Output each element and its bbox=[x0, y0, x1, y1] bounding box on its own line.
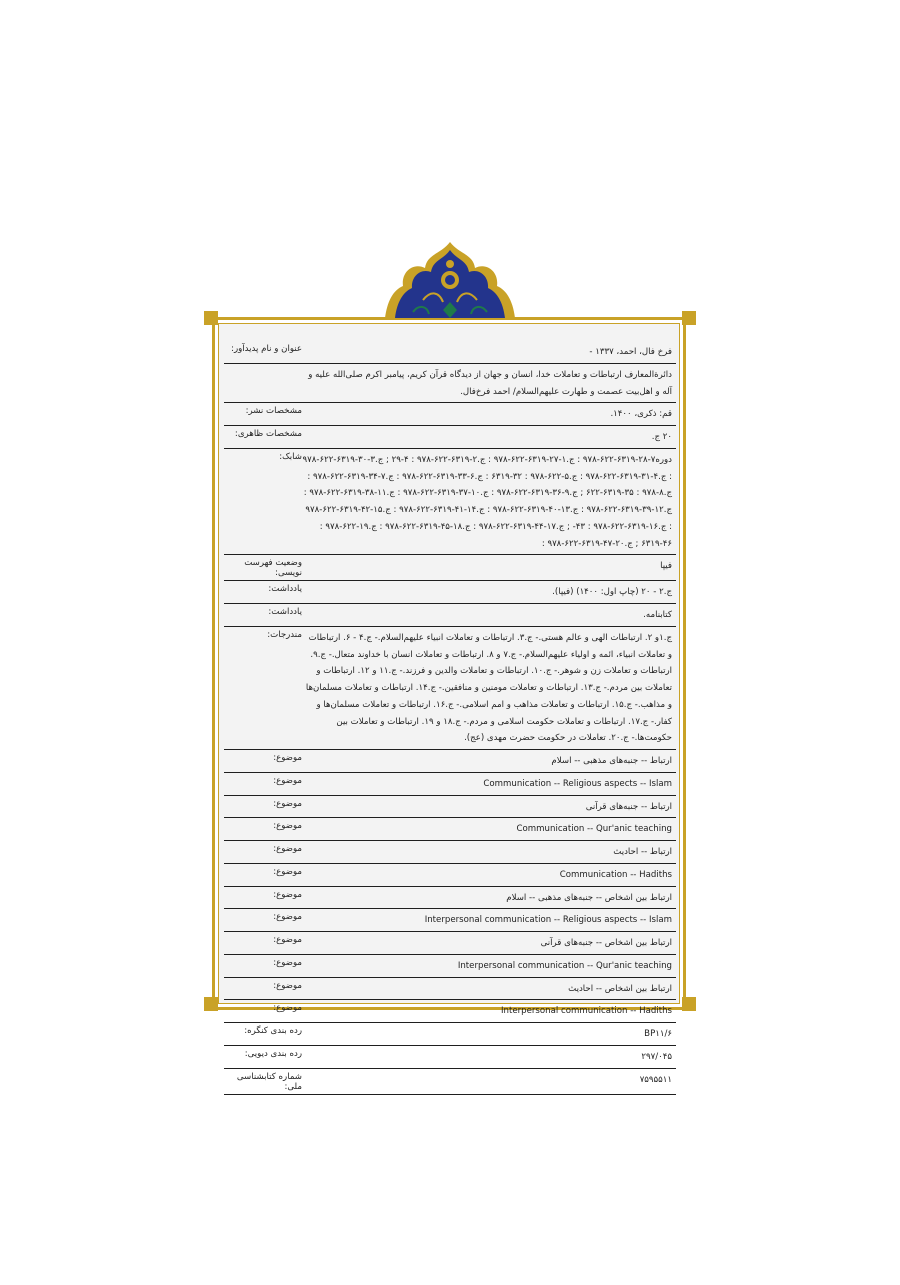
record-row bbox=[224, 1000, 676, 1023]
record-row bbox=[224, 841, 676, 864]
record-row bbox=[224, 978, 676, 1001]
record-value: دوره۷-۲۸-۶۳۱۹-۶۲۲-۹۷۸ : ج.۱-۲۷-۶۳۱۹-۶۲۲-۹۷۸ : ج.۲-۶۳۱۹-۶۲۲-۹۷۸ : ۴-۲۹ ; ج.۳-۳۰-۶۳۱۹-۶۲۲-۹۷۸ : ج.۴-۳۱-۶۳۱۹-۶۲۲-۹۷۸ : ج.۵-۶۲۲-۹۷۸ : ۳۲-۶۳۱۹ : ج.۶-۳۳-۶۳۱۹-۶۲۲-۹۷۸ : ج.۷-۳۴-۶۳۱۹-۶۲۲-۹۷۸ : ج.۸-۹۷۸ : ۳۵-۶۳۱۹-۶۲۲ ; ج.۹-۳۶-۶۳۱۹-۶۲۲-۹۷۸ : ج.۱۰-۳۷-۶۳۱۹-۶۲۲-۹۷۸ : ج.۱۱-۳۸-۶۳۱۹-۶۲۲-۹۷۸ : ج.۱۲-۳۹-۶۳۱۹-۶۲۲-۹۷۸ : ج.۱۳-۴۰-۶۳۱۹-۶۲۲-۹۷۸ : ج.۱۴-۴۱-۶۳۱۹-۶۲۲-۹۷۸ : ج.۱۵-۴۲-۶۳۱۹-۶۲۲-۹۷۸ : ج.۱۶-۶۳۱۹-۶۲۲-۹۷۸ : ۴۳- ; ج.۱۷-۴۴-۶۳۱۹-۶۲۲-۹۷۸ : ج.۱۸-۴۵-۶۳۱۹-۶۲۲-۹۷۸ : ج.۱۹-۶۲۲-۹۷۸ : ۴۶-۶۳۱۹ ; ج.۲۰-۴۷-۶۳۱۹-۶۲۲-۹۷۸ : bbox=[302, 454, 672, 549]
record-value: ج.۱و ۲. ارتباطات الهی و عالم هستی.- ج.۳. ارتباطات و تعاملات انبیاء علیهم‌السلام.- ج.۴ - ۶. ارتباطات و تعاملات انبیاء، ائمه و اولیاء علیهم‌السلام.- ج.۷ و ۸. ارتباطات و تعاملات انسان با خداوند متعال.- ج.۹. ارتباطات و تعاملات زن و شوهر.- ج.۱۰. ارتباطات و تعاملات والدین و فرزند.- ج.۱۱ و ۱۲. ارتباطات و تعاملات بین مردم.- ج.۱۳. ارتباطات و تعاملات مومنین و منافقین.- ج.۱۴. ارتباطات و تعاملات مسلمان‌ها و مذاهب.- ج.۱۵. ارتباطات و تعاملات مذاهب و امم اسلامی.- ج.۱۶. ارتباطات و تعاملات مسلمان‌ها و کفار.- ج.۱۷. ارتباطات و تعاملات حکومت اسلامی و مردم.- ج.۱۸ و ۱۹. ارتباطات و تعاملات بین حکومت‌ها.- ج.۲۰. تعاملات در حکومت حضرت مهدی (عج). bbox=[305, 632, 672, 744]
record-label: موضوع: bbox=[273, 935, 302, 945]
record-row bbox=[224, 627, 676, 750]
record-label: یادداشت: bbox=[268, 584, 302, 595]
record-value: ۲۰ ج. bbox=[651, 432, 672, 442]
record-row bbox=[224, 1023, 676, 1046]
cataloging-record bbox=[224, 338, 676, 1095]
record-value: Interpersonal communication -- Hadiths bbox=[500, 1006, 672, 1017]
record-label: موضوع: bbox=[273, 1003, 302, 1014]
record-value: ارتباط بین اشخاص -- جنبه‌های مذهبی -- اسلام bbox=[506, 892, 672, 903]
record-row bbox=[224, 773, 676, 796]
corner-ornament-bottom-left bbox=[204, 997, 218, 1011]
record-value: ارتباط -- جنبه‌های قرآنی bbox=[585, 801, 672, 812]
record-label: رده بندی دیویی: bbox=[244, 1048, 302, 1059]
record-value: ۲۹۷/۰۴۵ bbox=[641, 1051, 672, 1062]
record-value: Interpersonal communication -- Religious aspects -- Islam bbox=[424, 915, 672, 926]
record-row bbox=[224, 403, 676, 426]
record-row bbox=[224, 932, 676, 955]
record-row bbox=[224, 1069, 676, 1095]
record-row bbox=[224, 909, 676, 932]
record-label: وضعیت فهرست نویسی: bbox=[244, 558, 302, 579]
record-label: موضوع: bbox=[273, 980, 302, 991]
record-value: ارتباط -- جنبه‌های مذهبی -- اسلام bbox=[551, 756, 672, 766]
record-value: فرخ فال، احمد، ۱۳۳۷ - bbox=[589, 347, 672, 357]
record-row bbox=[224, 864, 676, 887]
record-label: موضوع: bbox=[273, 844, 302, 854]
record-label: موضوع: bbox=[273, 753, 302, 763]
record-row bbox=[224, 581, 676, 604]
corner-ornament-top-right bbox=[682, 311, 696, 325]
record-row bbox=[224, 449, 676, 556]
record-label: موضوع: bbox=[273, 866, 302, 877]
record-value: ج.۲ - ۲۰ (چاپ اول: ۱۴۰۰) (فیپا). bbox=[552, 587, 672, 598]
record-label: عنوان و نام پدیدآور: bbox=[231, 344, 302, 354]
record-label bbox=[224, 364, 302, 403]
record-row bbox=[224, 555, 676, 581]
record-row bbox=[224, 887, 676, 910]
record-value: ارتباط بین اشخاص -- احادیث bbox=[568, 983, 672, 994]
record-row bbox=[224, 1046, 676, 1069]
record-label: مندرجات: bbox=[267, 629, 302, 640]
corner-ornament-bottom-right bbox=[682, 997, 696, 1011]
record-row bbox=[224, 426, 676, 449]
record-label: شابک: bbox=[279, 451, 302, 462]
record-label: موضوع: bbox=[273, 821, 302, 832]
record-value: ۷۵۹۵۵۱۱ bbox=[639, 1074, 672, 1085]
record-label: مشخصات نشر: bbox=[245, 406, 302, 417]
record-label: موضوع: bbox=[273, 889, 302, 900]
record-row bbox=[224, 338, 676, 364]
record-value: Communication -- Qur'anic teaching bbox=[516, 824, 672, 835]
record-value: BP۱۱/۶ bbox=[644, 1029, 672, 1039]
record-value: Communication -- Religious aspects -- Islam bbox=[483, 778, 672, 789]
record-value: ارتباط بین اشخاص -- جنبه‌های قرآنی bbox=[540, 938, 672, 948]
record-value: دائرةالمعارف ارتباطات و تعاملات خدا، انسان و جهان از دیدگاه قرآن کریم، پیامبر اکرم صلی‌الله علیه و آله و اهل‌بیت عصمت و طهارت علیهم‌السلام/ احمد فرخ‌فال. bbox=[308, 369, 672, 397]
corner-ornament-top-left bbox=[204, 311, 218, 325]
record-value: ارتباط -- احادیث bbox=[613, 847, 672, 857]
record-value: Communication -- Hadiths bbox=[559, 869, 672, 880]
record-value: فیپا bbox=[660, 561, 672, 572]
record-row bbox=[224, 750, 676, 773]
record-row bbox=[224, 604, 676, 627]
record-row bbox=[224, 364, 676, 404]
record-label: موضوع: bbox=[273, 957, 302, 968]
record-label: موضوع: bbox=[273, 912, 302, 923]
record-value: قم: ذکری، ۱۴۰۰. bbox=[610, 409, 672, 420]
record-row bbox=[224, 818, 676, 841]
record-label: رده بندی کنگره: bbox=[244, 1026, 302, 1036]
record-label: یادداشت: bbox=[268, 607, 302, 617]
record-label: مشخصات ظاهری: bbox=[234, 429, 302, 439]
record-row bbox=[224, 796, 676, 819]
record-label: شماره کتابشناسی ملی: bbox=[236, 1071, 302, 1092]
record-value: Interpersonal communication -- Qur'anic teaching bbox=[457, 960, 672, 971]
arabesque-ornament-icon bbox=[383, 240, 517, 320]
record-label: موضوع: bbox=[273, 798, 302, 809]
record-value: کتابنامه. bbox=[643, 610, 672, 620]
record-label: موضوع: bbox=[273, 775, 302, 786]
record-row bbox=[224, 955, 676, 978]
